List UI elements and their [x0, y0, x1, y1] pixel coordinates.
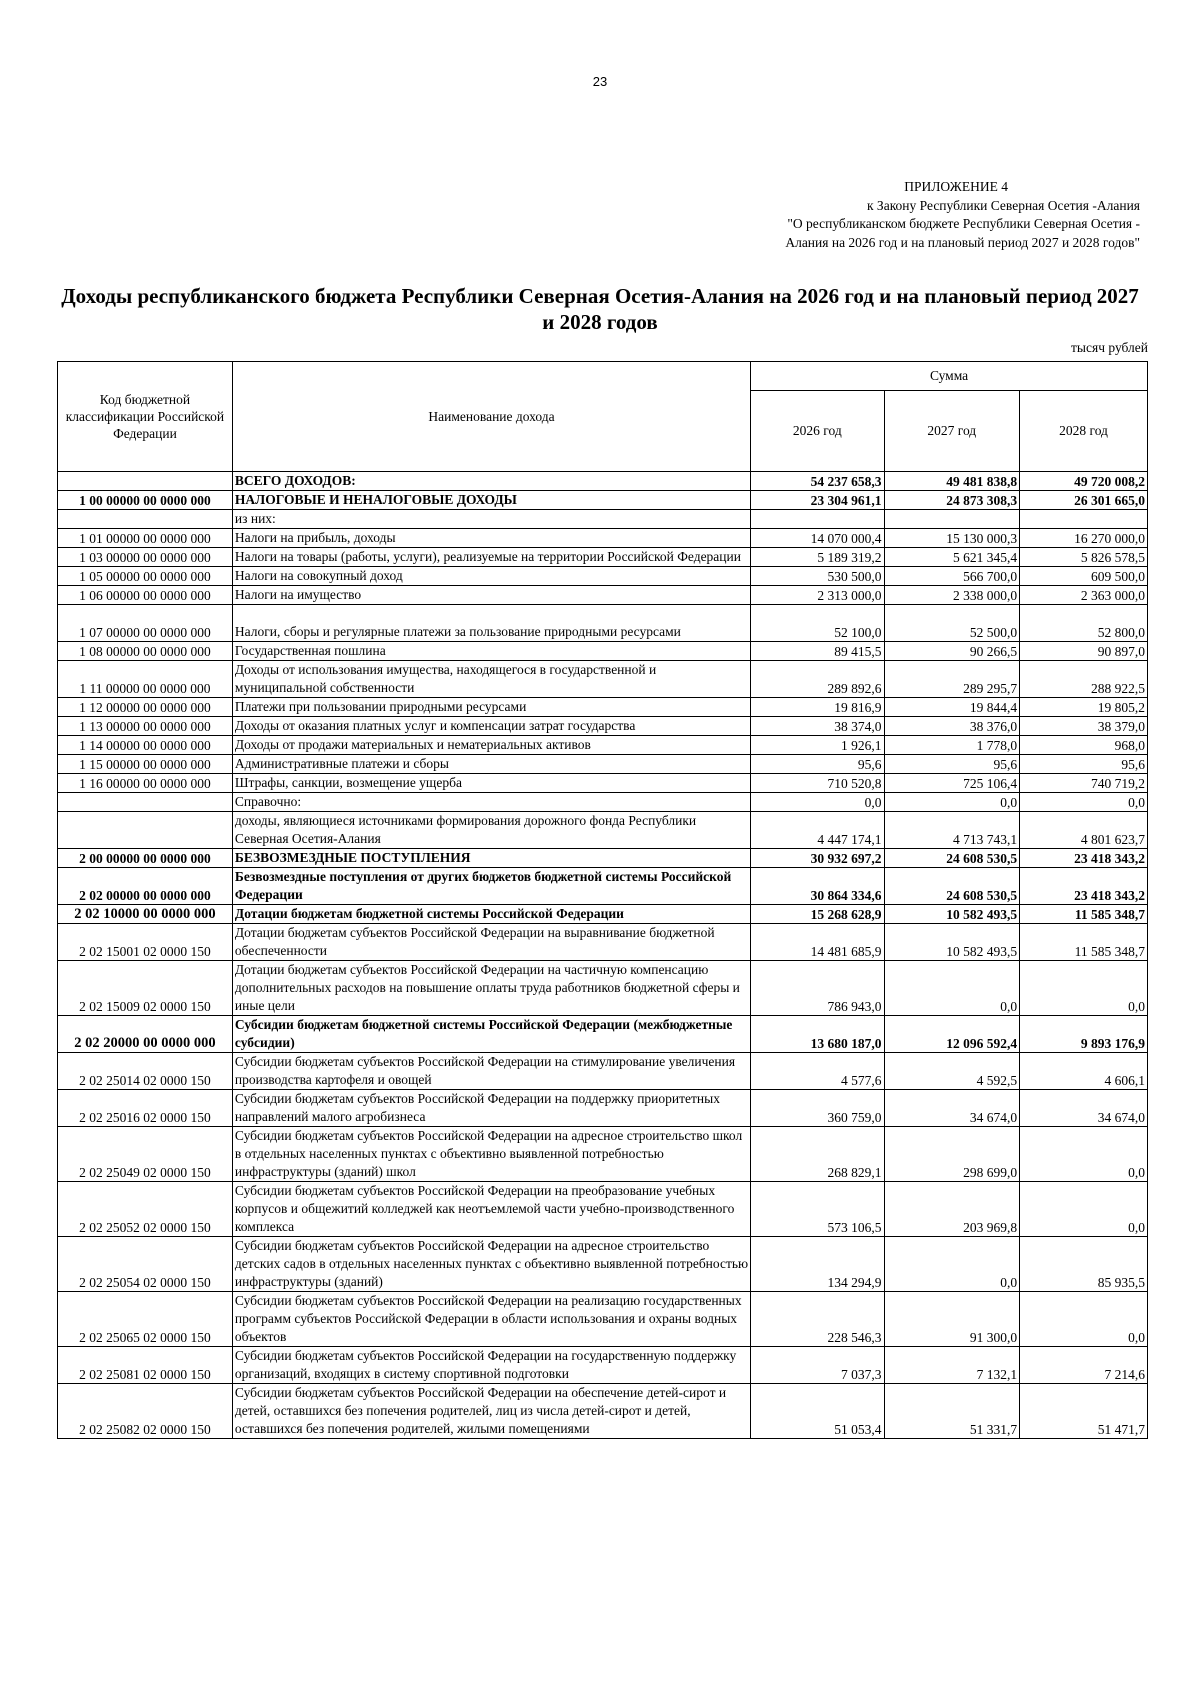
row-value-2027: 2 338 000,0	[884, 586, 1020, 605]
table-row	[58, 1347, 1148, 1384]
row-code: 1 05 00000 00 0000 000	[58, 567, 233, 586]
page-number: 23	[592, 74, 608, 89]
row-name: Субсидии бюджетам субъектов Российской Федерации на адресное строительство школ в отдельных населенных пунктах с объективно выявленной потребностью инфраструктуры (зданий) школ	[232, 1127, 750, 1182]
row-value-2027: 19 844,4	[884, 698, 1020, 717]
row-value-2026: 23 304 961,1	[751, 491, 884, 510]
header-code: Код бюджетной классификации Российской Федерации	[58, 362, 233, 472]
row-code: 2 00 00000 00 0000 000	[58, 849, 233, 868]
row-value-2026: 1 926,1	[751, 736, 884, 755]
row-name: Субсидии бюджетам субъектов Российской Федерации на преобразование учебных корпусов и общежитий колледжей как неотъемлемой части учебно-производственного комплекса	[232, 1182, 750, 1237]
row-value-2028: 968,0	[1020, 736, 1148, 755]
header-sum: Сумма	[751, 362, 1148, 391]
row-value-2027: 203 969,8	[884, 1182, 1020, 1237]
row-code: 2 02 25081 02 0000 150	[58, 1347, 233, 1384]
row-value-2027: 34 674,0	[884, 1090, 1020, 1127]
table-row	[58, 905, 1148, 924]
row-name: доходы, являющиеся источниками формирования дорожного фонда Республики Северная Осетия-Алания	[232, 812, 750, 849]
row-value-2027: 90 266,5	[884, 642, 1020, 661]
table-row	[58, 605, 1148, 642]
table-row	[58, 642, 1148, 661]
appendix-line-2: "О республиканском бюджете Республики Северная Осетия -	[787, 216, 1140, 231]
row-value-2028: 5 826 578,5	[1020, 548, 1148, 567]
row-value-2028: 2 363 000,0	[1020, 586, 1148, 605]
row-value-2028: 11 585 348,7	[1020, 924, 1148, 961]
row-code: 1 14 00000 00 0000 000	[58, 736, 233, 755]
row-value-2028: 38 379,0	[1020, 717, 1148, 736]
row-value-2026: 268 829,1	[751, 1127, 884, 1182]
row-code: 1 12 00000 00 0000 000	[58, 698, 233, 717]
row-value-2028: 0,0	[1020, 961, 1148, 1016]
row-value-2026: 19 816,9	[751, 698, 884, 717]
row-code: 1 15 00000 00 0000 000	[58, 755, 233, 774]
row-name: НАЛОГОВЫЕ И НЕНАЛОГОВЫЕ ДОХОДЫ	[232, 491, 750, 510]
row-value-2028: 288 922,5	[1020, 661, 1148, 698]
row-value-2026: 786 943,0	[751, 961, 884, 1016]
row-value-2027: 5 621 345,4	[884, 548, 1020, 567]
row-name: Административные платежи и сборы	[232, 755, 750, 774]
table-row	[58, 924, 1148, 961]
table-row	[58, 849, 1148, 868]
row-value-2026: 0,0	[751, 793, 884, 812]
row-value-2028: 0,0	[1020, 1182, 1148, 1237]
row-value-2027: 12 096 592,4	[884, 1016, 1020, 1053]
table-row	[58, 961, 1148, 1016]
row-value-2026: 134 294,9	[751, 1237, 884, 1292]
row-value-2028: 95,6	[1020, 755, 1148, 774]
row-code: 1 06 00000 00 0000 000	[58, 586, 233, 605]
row-code: 1 07 00000 00 0000 000	[58, 605, 233, 642]
header-year-2028: 2028 год	[1020, 391, 1148, 472]
row-name: Штрафы, санкции, возмещение ущерба	[232, 774, 750, 793]
row-value-2028: 90 897,0	[1020, 642, 1148, 661]
row-name: Субсидии бюджетам субъектов Российской Федерации на стимулирование увеличения производства картофеля и овощей	[232, 1053, 750, 1090]
row-value-2026	[751, 510, 884, 529]
row-value-2026: 710 520,8	[751, 774, 884, 793]
row-value-2026: 14 070 000,4	[751, 529, 884, 548]
row-value-2027	[884, 510, 1020, 529]
row-name: Доходы от использования имущества, находящегося в государственной и муниципальной собственности	[232, 661, 750, 698]
row-value-2026: 14 481 685,9	[751, 924, 884, 961]
row-value-2027: 566 700,0	[884, 567, 1020, 586]
row-value-2028: 740 719,2	[1020, 774, 1148, 793]
row-code	[58, 812, 233, 849]
table-row	[58, 868, 1148, 905]
row-code	[58, 510, 233, 529]
row-value-2026: 89 415,5	[751, 642, 884, 661]
row-code: 2 02 25014 02 0000 150	[58, 1053, 233, 1090]
row-value-2027: 4 713 743,1	[884, 812, 1020, 849]
row-value-2028: 4 606,1	[1020, 1053, 1148, 1090]
row-name: Налоги на совокупный доход	[232, 567, 750, 586]
row-code: 2 02 25054 02 0000 150	[58, 1237, 233, 1292]
row-value-2026: 51 053,4	[751, 1384, 884, 1439]
row-value-2026: 15 268 628,9	[751, 905, 884, 924]
row-value-2027: 24 873 308,3	[884, 491, 1020, 510]
row-code: 2 02 25016 02 0000 150	[58, 1090, 233, 1127]
row-code: 1 13 00000 00 0000 000	[58, 717, 233, 736]
row-code: 1 16 00000 00 0000 000	[58, 774, 233, 793]
row-name: ВСЕГО ДОХОДОВ:	[232, 472, 750, 491]
row-value-2026: 30 932 697,2	[751, 849, 884, 868]
row-value-2027: 91 300,0	[884, 1292, 1020, 1347]
row-name: Субсидии бюджетам бюджетной системы Российской Федерации (межбюджетные субсидии)	[232, 1016, 750, 1053]
appendix-line-3: Алания на 2026 год и на плановый период 2027 и 2028 годов"	[785, 234, 1140, 250]
table-row	[58, 548, 1148, 567]
row-name: Субсидии бюджетам субъектов Российской Федерации на обеспечение детей-сирот и детей, оставшихся без попечения родителей, лиц из числа детей-сирот и детей, оставшихся без попечения родителей, жилыми помещениями	[232, 1384, 750, 1439]
row-name: Налоги на товары (работы, услуги), реализуемые на территории Российской Федерации	[232, 548, 750, 567]
row-name: Налоги, сборы и регулярные платежи за пользование природными ресурсами	[232, 605, 750, 642]
document-title: Доходы республиканского бюджета Республики Северная Осетия-Алания на 2026 год и на плановый период 2027 и 2028 годов	[61, 284, 1139, 334]
row-name: БЕЗВОЗМЕЗДНЫЕ ПОСТУПЛЕНИЯ	[232, 849, 750, 868]
row-value-2026: 360 759,0	[751, 1090, 884, 1127]
row-value-2027: 51 331,7	[884, 1384, 1020, 1439]
appendix-header	[720, 178, 1140, 252]
row-code: 1 11 00000 00 0000 000	[58, 661, 233, 698]
row-code: 1 01 00000 00 0000 000	[58, 529, 233, 548]
row-value-2026: 30 864 334,6	[751, 868, 884, 905]
row-value-2028: 0,0	[1020, 1292, 1148, 1347]
appendix-title: ПРИЛОЖЕНИЕ 4	[904, 179, 1008, 194]
table-row	[58, 1016, 1148, 1053]
row-value-2027: 725 106,4	[884, 774, 1020, 793]
row-value-2027: 24 608 530,5	[884, 849, 1020, 868]
row-value-2027: 7 132,1	[884, 1347, 1020, 1384]
row-value-2027: 95,6	[884, 755, 1020, 774]
row-value-2027: 38 376,0	[884, 717, 1020, 736]
row-value-2026: 5 189 319,2	[751, 548, 884, 567]
row-code: 2 02 15001 02 0000 150	[58, 924, 233, 961]
row-value-2027: 4 592,5	[884, 1053, 1020, 1090]
table-row	[58, 567, 1148, 586]
row-name: Субсидии бюджетам субъектов Российской Федерации на поддержку приоритетных направлений малого агробизнеса	[232, 1090, 750, 1127]
row-value-2028: 34 674,0	[1020, 1090, 1148, 1127]
row-code: 2 02 25049 02 0000 150	[58, 1127, 233, 1182]
table-row	[58, 1384, 1148, 1439]
row-name: Дотации бюджетам субъектов Российской Федерации на частичную компенсацию дополнительных расходов на повышение оплаты труда работников бюджетной сферы и иные цели	[232, 961, 750, 1016]
table-row	[58, 698, 1148, 717]
row-code: 1 03 00000 00 0000 000	[58, 548, 233, 567]
row-value-2027: 0,0	[884, 1237, 1020, 1292]
row-name: Доходы от продажи материальных и нематериальных активов	[232, 736, 750, 755]
header-name: Наименование дохода	[232, 362, 750, 472]
table-row	[58, 755, 1148, 774]
row-value-2026: 7 037,3	[751, 1347, 884, 1384]
table-row	[58, 1237, 1148, 1292]
row-code	[58, 793, 233, 812]
row-value-2028: 9 893 176,9	[1020, 1016, 1148, 1053]
table-row	[58, 774, 1148, 793]
row-name: Государственная пошлина	[232, 642, 750, 661]
row-value-2026: 54 237 658,3	[751, 472, 884, 491]
table-row	[58, 1182, 1148, 1237]
appendix-line-1: к Закону Республики Северная Осетия -Алания	[867, 197, 1140, 213]
row-value-2026: 52 100,0	[751, 605, 884, 642]
row-name: Субсидии бюджетам субъектов Российской Федерации на адресное строительство детских садов в отдельных населенных пунктах с объективно выявленной потребностью инфраструктуры (зданий)	[232, 1237, 750, 1292]
row-code: 2 02 10000 00 0000 000	[58, 905, 233, 924]
row-value-2026: 4 577,6	[751, 1053, 884, 1090]
row-value-2026: 2 313 000,0	[751, 586, 884, 605]
table-row	[58, 1292, 1148, 1347]
row-value-2028: 19 805,2	[1020, 698, 1148, 717]
row-code	[58, 472, 233, 491]
row-name: Дотации бюджетам субъектов Российской Федерации на выравнивание бюджетной обеспеченности	[232, 924, 750, 961]
row-value-2028: 11 585 348,7	[1020, 905, 1148, 924]
row-value-2027: 289 295,7	[884, 661, 1020, 698]
row-code: 2 02 25052 02 0000 150	[58, 1182, 233, 1237]
row-code: 2 02 15009 02 0000 150	[58, 961, 233, 1016]
table-row	[58, 793, 1148, 812]
row-value-2027: 0,0	[884, 793, 1020, 812]
row-value-2026: 95,6	[751, 755, 884, 774]
row-value-2027: 10 582 493,5	[884, 924, 1020, 961]
row-value-2027: 15 130 000,3	[884, 529, 1020, 548]
table-row	[58, 661, 1148, 698]
row-value-2028: 4 801 623,7	[1020, 812, 1148, 849]
table-row	[58, 586, 1148, 605]
row-code: 2 02 20000 00 0000 000	[58, 1016, 233, 1053]
row-value-2026: 289 892,6	[751, 661, 884, 698]
row-name: Доходы от оказания платных услуг и компенсации затрат государства	[232, 717, 750, 736]
row-value-2027: 0,0	[884, 961, 1020, 1016]
row-value-2026: 13 680 187,0	[751, 1016, 884, 1053]
row-name: Безвозмездные поступления от других бюджетов бюджетной системы Российской Федерации	[232, 868, 750, 905]
row-value-2027: 1 778,0	[884, 736, 1020, 755]
table-row	[58, 510, 1148, 529]
row-value-2027: 298 699,0	[884, 1127, 1020, 1182]
row-value-2028: 52 800,0	[1020, 605, 1148, 642]
row-value-2026: 228 546,3	[751, 1292, 884, 1347]
row-name: Платежи при пользовании природными ресурсами	[232, 698, 750, 717]
row-value-2028: 0,0	[1020, 1127, 1148, 1182]
row-name: Дотации бюджетам бюджетной системы Российской Федерации	[232, 905, 750, 924]
row-value-2027: 24 608 530,5	[884, 868, 1020, 905]
units-label: тысяч рублей	[1071, 340, 1148, 355]
row-name: Субсидии бюджетам субъектов Российской Федерации на государственную поддержку организаций, входящих в систему спортивной подготовки	[232, 1347, 750, 1384]
row-value-2028: 23 418 343,2	[1020, 868, 1148, 905]
row-value-2028: 0,0	[1020, 793, 1148, 812]
row-code: 2 02 00000 00 0000 000	[58, 868, 233, 905]
row-value-2026: 573 106,5	[751, 1182, 884, 1237]
row-name: Справочно:	[232, 793, 750, 812]
row-name: Налоги на имущество	[232, 586, 750, 605]
row-value-2028: 51 471,7	[1020, 1384, 1148, 1439]
table-row	[58, 1090, 1148, 1127]
row-code: 1 08 00000 00 0000 000	[58, 642, 233, 661]
row-value-2028: 7 214,6	[1020, 1347, 1148, 1384]
row-value-2028: 85 935,5	[1020, 1237, 1148, 1292]
table-row	[58, 736, 1148, 755]
table-row	[58, 812, 1148, 849]
table-row	[58, 491, 1148, 510]
table-row	[58, 472, 1148, 491]
revenue-table	[57, 361, 1148, 1439]
row-code: 2 02 25065 02 0000 150	[58, 1292, 233, 1347]
row-name: Налоги на прибыль, доходы	[232, 529, 750, 548]
row-value-2028	[1020, 510, 1148, 529]
row-name: Субсидии бюджетам субъектов Российской Федерации на реализацию государственных программ субъектов Российской Федерации в области использования и охраны водных объектов	[232, 1292, 750, 1347]
row-value-2028: 16 270 000,0	[1020, 529, 1148, 548]
table-body	[58, 472, 1148, 1439]
row-name: из них:	[232, 510, 750, 529]
table-row	[58, 1053, 1148, 1090]
header-year-2026: 2026 год	[751, 391, 884, 472]
row-value-2027: 10 582 493,5	[884, 905, 1020, 924]
row-value-2028: 49 720 008,2	[1020, 472, 1148, 491]
row-value-2028: 26 301 665,0	[1020, 491, 1148, 510]
row-value-2026: 4 447 174,1	[751, 812, 884, 849]
table-row	[58, 717, 1148, 736]
row-value-2026: 38 374,0	[751, 717, 884, 736]
row-value-2026: 530 500,0	[751, 567, 884, 586]
row-code: 1 00 00000 00 0000 000	[58, 491, 233, 510]
table-row	[58, 529, 1148, 548]
row-value-2027: 49 481 838,8	[884, 472, 1020, 491]
row-value-2028: 609 500,0	[1020, 567, 1148, 586]
table-row	[58, 1127, 1148, 1182]
row-value-2028: 23 418 343,2	[1020, 849, 1148, 868]
header-year-2027: 2027 год	[884, 391, 1020, 472]
row-value-2027: 52 500,0	[884, 605, 1020, 642]
row-code: 2 02 25082 02 0000 150	[58, 1384, 233, 1439]
